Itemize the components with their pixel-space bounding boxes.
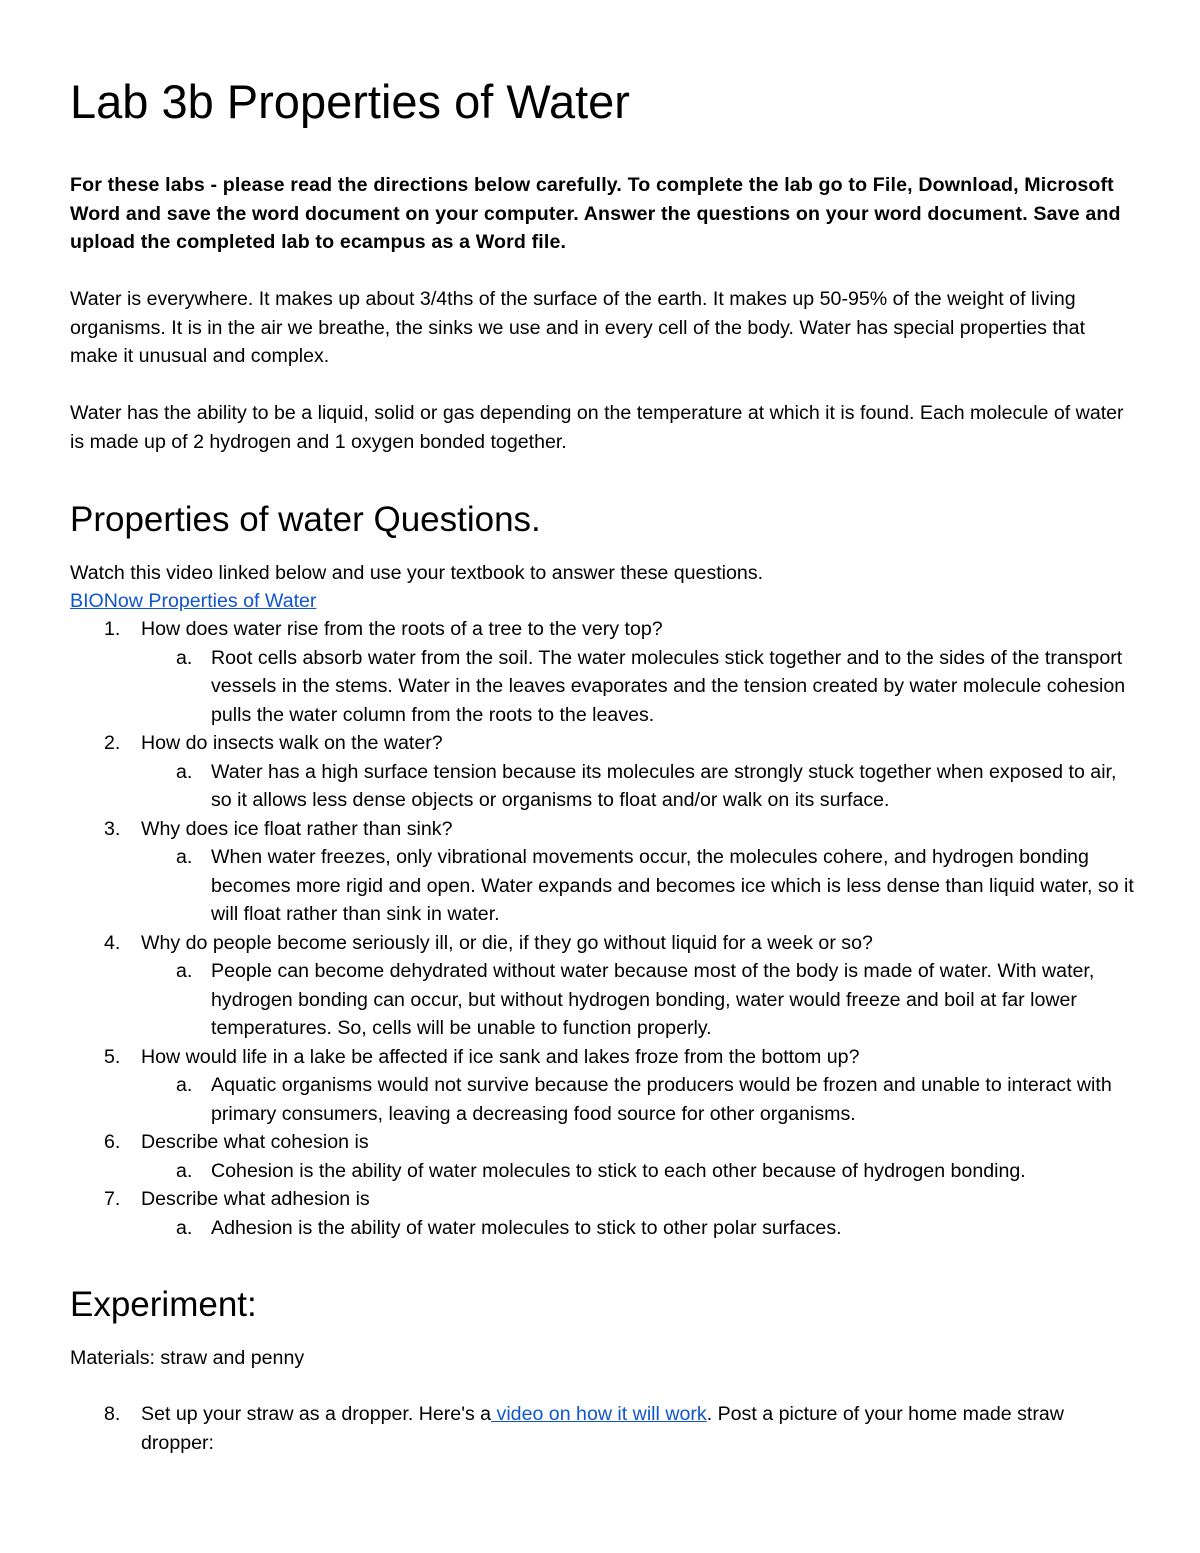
answer-item [141, 843, 1135, 929]
question-item [70, 929, 1135, 1043]
question-number: 7. [104, 1188, 121, 1210]
question-text: How would life in a lake be affected if ice sank and lakes froze from the bottom up? [141, 1045, 860, 1068]
video-link-line [70, 587, 316, 616]
answer-marker: a. [176, 646, 193, 669]
experiment-heading: Experiment: [70, 1285, 257, 1324]
answer-item [141, 1157, 1135, 1186]
answer-marker: a. [176, 1074, 193, 1096]
intro-paragraph-1: Water is everywhere. It makes up about 3/4ths of the surface of the earth. It makes up 50-95% of the weight of living organisms. It is in the air we breathe, the sinks we use and in every cell of the body. Water has special properties that make it unusual and complex. [70, 288, 1086, 367]
question-number: 1. [104, 618, 121, 640]
how-it-works-video-link[interactable]: video on how it will work [491, 1403, 707, 1425]
experiment-step [70, 1400, 1135, 1457]
question-text: Describe what cohesion is [141, 1131, 369, 1153]
answer-item [141, 644, 1135, 730]
answer-marker: a. [176, 846, 193, 868]
question-number: 4. [104, 931, 121, 954]
question-item [70, 815, 1135, 929]
step-text-before: Set up your straw as a dropper. Here's a [141, 1403, 492, 1425]
questions-heading: Properties of water Questions. [70, 500, 541, 539]
experiment-steps [70, 1400, 1135, 1457]
answer-item [141, 758, 1135, 815]
question-text: Why does ice float rather than sink? [141, 817, 453, 840]
question-number: 5. [104, 1045, 121, 1068]
materials-line: Materials: straw and penny [70, 1347, 305, 1369]
answer-text: Root cells absorb water from the soil. The water molecules stick together and to the sides of the transport vessels in the stems. Water in the leaves evaporates and the tension created by water molecule cohesion pulls the water column from the roots to the leaves. [211, 646, 1126, 726]
question-text: How do insects walk on the water? [141, 732, 443, 754]
question-text: Describe what adhesion is [141, 1188, 370, 1210]
answer-text: Water has a high surface tension because its molecules are strongly stuck together when exposed to air, so it allows less dense objects or organisms to float and/or walk on its surface. [211, 760, 1117, 811]
question-number: 3. [104, 817, 121, 840]
question-item [70, 1185, 1135, 1242]
question-item [70, 1043, 1135, 1129]
questions-list [70, 615, 1135, 1242]
answer-marker: a. [176, 1216, 193, 1239]
answer-text: Aquatic organisms would not survive because the producers would be frozen and unable to interact with primary consumers, leaving a decreasing food source for other organisms. [211, 1074, 1112, 1125]
question-item [70, 615, 1135, 729]
question-item [70, 1128, 1135, 1185]
intro-paragraph-2: Water has the ability to be a liquid, solid or gas depending on the temperature at which it is found. Each molecule of water is made up of 2 hydrogen and 1 oxygen bonded together. [70, 402, 1124, 453]
lab-instructions: For these labs - please read the directions below carefully. To complete the lab go to File, Download, Microsoft Word and save the word document on your computer. Answer the questions on your word document. Save and upload the completed lab to ecampus as a Word file. [70, 174, 1121, 253]
answer-text: People can become dehydrated without water because most of the body is made of water. With water, hydrogen bonding can occur, but without hydrogen bonding, water would freeze and boil at far lower temperatures. So, cells will be unable to function properly. [211, 960, 1095, 1039]
bionow-video-link[interactable]: BIONow Properties of Water [70, 590, 317, 612]
answer-marker: a. [176, 960, 193, 982]
questions-intro: Watch this video linked below and use your textbook to answer these questions. [70, 562, 764, 584]
step-number: 8. [104, 1403, 121, 1425]
answer-marker: a. [176, 760, 193, 783]
answer-item [141, 1071, 1135, 1128]
question-text: How does water rise from the roots of a tree to the very top? [141, 618, 663, 640]
question-text: Why do people become seriously ill, or die, if they go without liquid for a week or so? [141, 931, 873, 954]
answer-marker: a. [176, 1159, 193, 1182]
document-title: Lab 3b Properties of Water [70, 75, 630, 128]
question-item [70, 729, 1135, 815]
question-number: 2. [104, 732, 121, 754]
answer-item [141, 1214, 1135, 1243]
answer-text: When water freezes, only vibrational movements occur, the molecules cohere, and hydrogen bonding becomes more rigid and open. Water expands and becomes ice which is less dense than liquid water, so it will float rather than sink in water. [211, 846, 1134, 925]
answer-text: Cohesion is the ability of water molecules to stick to each other because of hydrogen bonding. [211, 1159, 1026, 1182]
answer-item [141, 957, 1135, 1043]
step-text-after: . Post a picture of your home made straw dropper: [141, 1403, 1064, 1454]
question-number: 6. [104, 1131, 121, 1153]
answer-text: Adhesion is the ability of water molecules to stick to other polar surfaces. [211, 1216, 842, 1239]
